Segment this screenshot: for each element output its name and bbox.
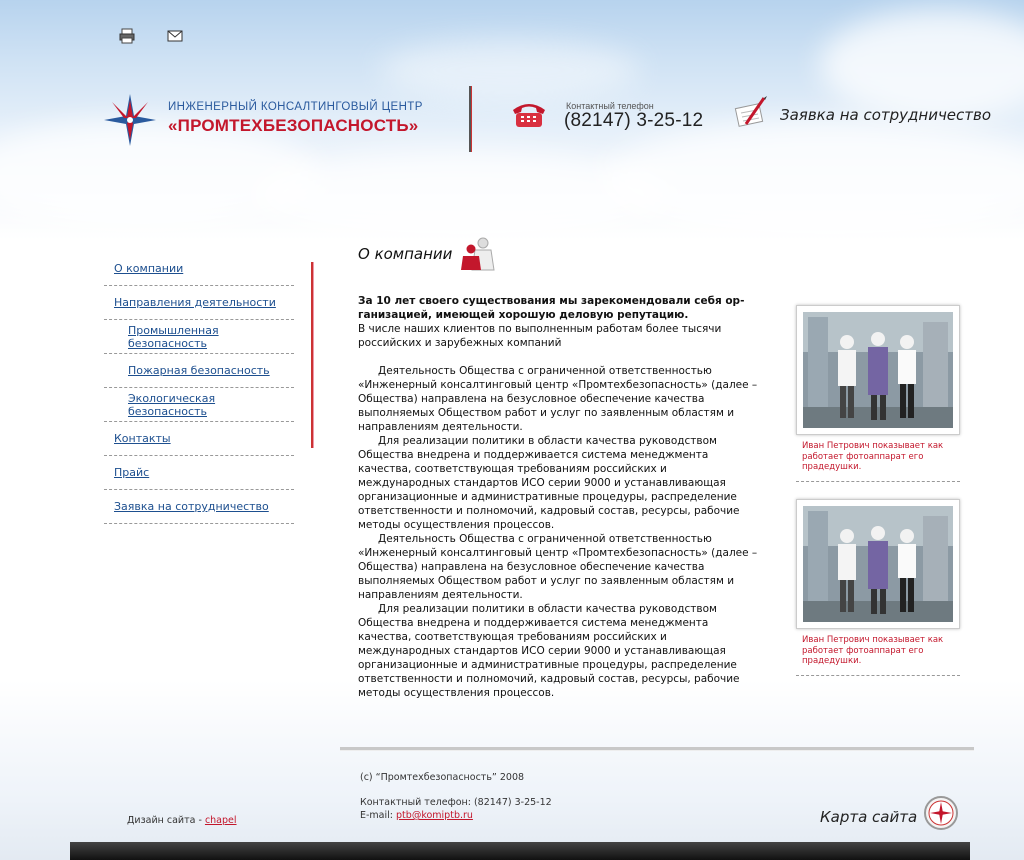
photo-caption: Иван Петрович показывает как работает фотоаппарат его прадедушки. bbox=[802, 635, 944, 666]
paragraph: Деятельность Общества с ограниченной ответственностью «Инженерный консалтинговый центр «Промтехбезопасность» (далее – Общества) направлена на безусловное обеспечение качества выполняемых Обществом работ и услуг по заявленным областям и направлениям деятельности. bbox=[358, 365, 758, 433]
divider bbox=[796, 481, 960, 482]
lead-subtext: В числе наших клиентов по выполненным работам более тысячи российских и зарубежных компаний bbox=[358, 323, 722, 349]
nav-item-directions[interactable] bbox=[104, 286, 294, 320]
brand-name[interactable]: «ПРОМТЕХБЕЗОПАСНОСТЬ» bbox=[168, 116, 419, 135]
sitemap-link[interactable]: Карта сайта bbox=[820, 808, 918, 826]
phone-number: (82147) 3-25-12 bbox=[564, 110, 704, 131]
print-icon[interactable] bbox=[118, 27, 136, 45]
cloud-decoration bbox=[600, 120, 1024, 240]
nav-divider bbox=[311, 262, 314, 448]
photo-image bbox=[803, 312, 953, 428]
nav-link[interactable]: Прайс bbox=[114, 466, 150, 479]
nav-item-contacts[interactable] bbox=[104, 422, 294, 456]
compass-icon[interactable] bbox=[922, 794, 960, 836]
nav-link[interactable]: О компании bbox=[114, 262, 184, 275]
copyright: (с) “Промтехбезопасность” 2008 bbox=[360, 772, 525, 783]
page-title: О компании bbox=[358, 245, 453, 263]
photo-frame[interactable] bbox=[796, 305, 960, 435]
divider bbox=[796, 675, 960, 676]
main-content bbox=[358, 294, 758, 700]
email-link[interactable]: ptb@komiptb.ru bbox=[396, 810, 473, 821]
nav-link[interactable]: Промышленная безопасность bbox=[128, 323, 219, 350]
brand-subtitle: ИНЖЕНЕРНЫЙ КОНСАЛТИНГОВЫЙ ЦЕНТР bbox=[168, 101, 423, 113]
sidebar-nav bbox=[104, 252, 294, 524]
design-label: Дизайн сайта - bbox=[127, 815, 202, 826]
paragraph: Для реализации политики в области качества руководством Общества внедрена и поддерживается система менеджмента качества, соответствующая требованиям российских и международных стандартов ИСО серии 9000 и устанавливающая организационные и административные процедуры, распределение ответственности и полномочий, кадровый состав, ресурсы, рабочие методы осуществления процессов. bbox=[358, 435, 740, 531]
nav-link[interactable]: Экологическая безопасность bbox=[128, 391, 216, 418]
nav-link[interactable]: Контакты bbox=[114, 432, 171, 445]
cloud-decoration bbox=[380, 40, 640, 100]
nav-item-price[interactable] bbox=[104, 456, 294, 490]
photo-image bbox=[803, 506, 953, 622]
bottom-bar bbox=[70, 842, 970, 860]
photo-card bbox=[796, 305, 960, 482]
nav-item-ecological-safety[interactable] bbox=[104, 388, 294, 422]
footer-email bbox=[360, 810, 473, 821]
nav-item-cooperation[interactable] bbox=[104, 490, 294, 524]
footer-divider bbox=[340, 747, 974, 751]
phone-label: Контактный телефон bbox=[566, 101, 654, 111]
nav-item-about[interactable] bbox=[104, 252, 294, 286]
cloud-decoration bbox=[820, 10, 1024, 120]
people-icon bbox=[458, 234, 498, 278]
design-credit bbox=[127, 815, 237, 826]
lead-text: За 10 лет своего существования мы зарекомендовали себя ор-ганизацией, имеющей хорошую деловую репутацию. bbox=[358, 295, 745, 321]
mail-icon[interactable] bbox=[166, 27, 184, 45]
paragraph: Для реализации политики в области качества руководством Общества внедрена и поддерживается система менеджмента качества, соответствующая требованиям российских и международных стандартов ИСО серии 9000 и устанавливающая организационные и административные процедуры, распределение ответственности и полномочий, кадровый состав, ресурсы, рабочие методы осуществления процессов. bbox=[358, 603, 740, 699]
photo-frame[interactable] bbox=[796, 499, 960, 629]
nav-link[interactable]: Пожарная безопасность bbox=[128, 364, 270, 377]
phone-icon bbox=[510, 100, 548, 134]
designer-link[interactable]: chapel bbox=[204, 815, 237, 826]
photo-caption: Иван Петрович показывает как работает фотоаппарат его прадедушки. bbox=[802, 441, 944, 472]
header-divider bbox=[469, 86, 472, 152]
photo-card bbox=[796, 499, 960, 676]
nav-item-fire-safety[interactable] bbox=[104, 354, 294, 388]
nav-link[interactable]: Заявка на сотрудничество bbox=[114, 500, 269, 513]
nav-item-industrial-safety[interactable] bbox=[104, 320, 294, 354]
cooperation-link[interactable]: Заявка на сотрудничество bbox=[780, 106, 992, 124]
request-icon[interactable] bbox=[734, 94, 770, 134]
logo-icon[interactable] bbox=[102, 92, 158, 148]
footer-phone: Контактный телефон: (82147) 3-25-12 bbox=[360, 797, 552, 808]
nav-link[interactable]: Направления деятельности bbox=[114, 296, 276, 309]
paragraph: Деятельность Общества с ограниченной ответственностью «Инженерный консалтинговый центр «Промтехбезопасность» (далее – Общества) направлена на безусловное обеспечение качества выполняемых Обществом работ и услуг по заявленным областям и направлениям деятельности. bbox=[358, 533, 758, 601]
email-label: E-mail: bbox=[360, 810, 393, 821]
